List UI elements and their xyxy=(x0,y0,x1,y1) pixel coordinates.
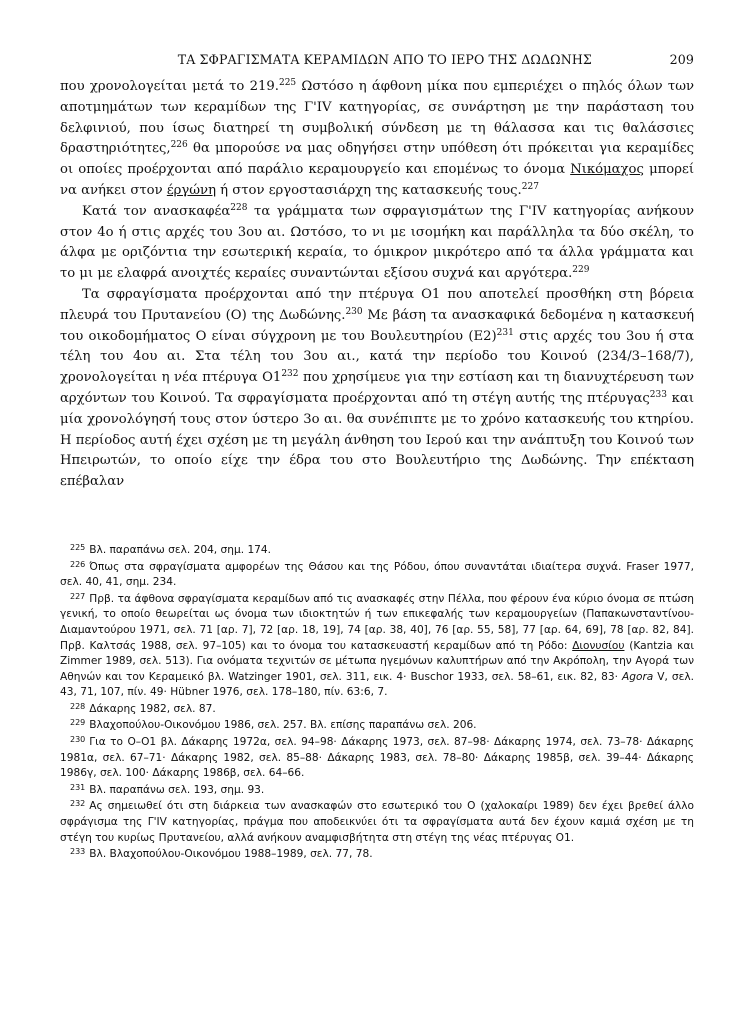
footnote-number: 226 xyxy=(70,559,86,569)
text-run: τα γράμματα των σφραγισμάτων της Γ'IV κατηγορίας ανήκουν στον 4ο ή στις αρχές του 3ου αι. Ωστόσο, το νι με ισομήκη και παράλληλα τα δύο σκέλη, το άλφα με οριζόντια την εσωτερική κεραία, το όμικρον μικρότερο από τα άλλα γράμματα και το μι με ελαφρά ανοιχτές κεραίες συναντώνται εξίσου συχνά και αργότερα. xyxy=(60,203,694,282)
footnote-text: Όπως στα σφραγίσματα αμφορέων της Θάσου και της Ρόδου, όπου συναντάται ιδιαίτερα συχνά. Fraser 1977, σελ. 40, 41, σημ. 234. xyxy=(60,560,694,589)
footnote-226 xyxy=(60,560,694,591)
text-run: που χρησίμευε για την εστίαση και τη διανυχτέρευση των αρχόντων του Κοινού. Τα σφραγίσματα προέρχονται από τη στέγη αυτής της πτέρυγας xyxy=(60,370,695,406)
text-run: που χρονολογείται μετά το 219. xyxy=(60,79,279,94)
footnote-number: 231 xyxy=(70,782,86,792)
text-run: και μία χρονολόγησή τους στον ύστερο 3ο αι. θα συνέπιπτε με το χρόνο κατασκευής του κτηρίου. Η περίοδος αυτή έχει σχέση με τη μεγάλη άνθηση του Ιερού και την ανάπτυξη του Κοινού των Ηπειρωτών, το οποίο είχε την έδρα του στο Βουλευτήριο της Δωδώνης. Την επέκταση επέβαλαν xyxy=(60,390,695,490)
footnote-text: Για το Ο–Ο1 βλ. Δάκαρης 1972α, σελ. 94–98· Δάκαρης 1973, σελ. 87–98· Δάκαρης 1974, σελ. 73–78· Δάκαρης 1981α, σελ. 67–71· Δάκαρης 1982, σελ. 85–88· Δάκαρης 1983, σελ. 78–80· Δάκαρης 1985β, σελ. 39–44· Δάκαρης 1986γ, σελ. 100· Δάκαρης 1986β, σελ. 64–66. xyxy=(60,736,694,780)
footnote-number: 227 xyxy=(70,591,86,601)
footnote-ref[interactable]: 225 xyxy=(278,78,297,88)
footnote-232 xyxy=(60,799,694,846)
footnote-ref[interactable]: 231 xyxy=(496,327,514,338)
footnote-text: Ας σημειωθεί ότι στη διάρκεια των ανασκαφών στο εσωτερικό του Ο (χαλοκαίρι 1989) δεν έχει βρεθεί άλλο σφράγισμα της Γ'IV κατηγορίας, πράγμα που αποδεικνύει ότι τα σφραγίσματα αυτά δεν έχουν καμιά σχέση με τη στέγη του κυρίως Πρυτανείου, αλλά ανήκουν αναμφισβήτητα στη στέγη της νέας πτέρυγας Ο1. xyxy=(60,800,694,844)
text-run: Ωστόσο η άφθονη μίκα που εμπεριέχει ο πηλός όλων των αποτμημάτων των κεραμίδων της Γ'IV κατηγορίας, σε συνάρτηση με την παράσταση του δελφινιού, που ίσως διατηρεί τη συμβολική σύνδεση με τη θάλασσα και τις θαλάσσιες δραστηριότητες, xyxy=(60,79,694,157)
footnote-number: 225 xyxy=(70,542,86,552)
paragraph-2 xyxy=(60,202,694,285)
paragraph-1 xyxy=(60,77,694,202)
footnote-number: 233 xyxy=(70,847,86,857)
footnote-text: Βλαχοπούλου-Οικονόμου 1986, σελ. 257. Βλ. επίσης παραπάνω σελ. 206. xyxy=(89,719,477,732)
running-header xyxy=(60,52,694,67)
page xyxy=(60,52,694,864)
main-text xyxy=(60,77,694,493)
footnote-number: 232 xyxy=(70,799,86,809)
footnote-ref[interactable]: 227 xyxy=(521,181,539,192)
text-run: Κατά τον ανασκαφέα xyxy=(82,203,231,219)
footnote-number: 228 xyxy=(70,701,86,711)
footnote-225 xyxy=(60,543,694,559)
footnote-228 xyxy=(60,702,694,718)
spacer xyxy=(60,493,694,543)
paragraph-3 xyxy=(60,285,694,493)
footnote-ref[interactable]: 230 xyxy=(345,306,363,317)
text-run: μπορεί να ανήκει στον xyxy=(60,162,694,198)
text-run: Τα σφραγίσματα προέρχονται από την πτέρυγα Ο1 που αποτελεί προσθήκη στη βόρεια πλευρά του Πρυτανείου (Ο) της Δωδώνης. xyxy=(60,286,694,323)
footnote-text: Βλ. παραπάνω σελ. 193, σημ. 93. xyxy=(89,783,265,796)
footnote-text: V, σελ. 43, 71, 107, πίν. 49· Hübner 1976, σελ. 178–180, πίν. 63:6, 7. xyxy=(60,670,694,699)
text-run: ή στον εργοστασιάρχη της κατασκευής τους. xyxy=(215,182,522,198)
footnote-ref[interactable]: 229 xyxy=(572,265,590,276)
footnote-ref[interactable]: 233 xyxy=(649,389,667,400)
underlined-name: Διονυσίου xyxy=(572,639,625,652)
text-run: στις αρχές του 3ου ή στα τέλη του 4ου αι. Στα τέλη του 3ου αι., κατά την περίοδο του Κοινού (234/3–168/7), χρονολογείται η νέα πτέρυγα Ο1 xyxy=(60,328,695,386)
footnote-number: 229 xyxy=(70,718,86,728)
footnote-number: 230 xyxy=(70,735,86,745)
footnote-ref[interactable]: 226 xyxy=(170,140,188,151)
italic-title: Agora xyxy=(622,670,654,683)
text-run: θα μπορούσε να μας οδηγήσει στην υπόθεση ότι πρόκειται για κεραμίδες οι οποίες προέρχονται από παράλιο κεραμουργείο και επομένως το όνομα xyxy=(60,141,694,178)
footnote-ref[interactable]: 228 xyxy=(230,202,248,213)
footnote-text: (Kantzia και Zimmer 1989, σελ. 513). Για ονόματα τεχνιτών σε μέτωπα ηγεμόνων καλυπτήρων από την Ακρόπολη, την Αγορά των Αθηνών και τον Κεραμεικό βλ. Watzinger 1901, σελ. 311, εικ. 4· Buschor 1933, σελ. 58–61, εικ. 82, 83· xyxy=(60,639,694,683)
footnotes xyxy=(60,543,694,863)
running-title: ΤΑ ΣΦΡΑΓΙΣΜΑΤΑ ΚΕΡΑΜΙΔΩΝ ΑΠΟ ΤΟ ΙΕΡΟ ΤΗΣ ΔΩΔΩΝΗΣ xyxy=(177,52,592,67)
footnote-230 xyxy=(60,735,694,782)
footnote-text: Πρβ. τα άφθονα σφραγίσματα κεραμίδων από τις ανασκαφές στην Πέλλα, που φέρουν ένα κύριο όνομα σε πτώση γενική, το οποίο θεωρείται ως όνομα των ιδιοκτητών ή των επικεφαλής των κεραμουργείων (Παπακωνσταντίνου-Διαμαντούρου 1971, σελ. 71 [αρ. 7], 72 [αρ. 18, 19], 74 [αρ. 38, 40], 76 [αρ. 55, 58], 77 [αρ. 64, 69], 78 [αρ. 82, 84]. Πρβ. Καλτσάς 1988, σελ. 97–105) και το όνομα του κατασκευαστή κεραμίδων από τη Ρόδο: xyxy=(60,592,694,652)
footnote-227 xyxy=(60,592,694,701)
underlined-name: Νικόμαχος xyxy=(570,162,644,178)
text-run: Με βάση τα ανασκαφικά δεδομένα η κατασκευή του οικοδομήματος Ο είναι σύγχρονη με του Βουλευτηρίου (Ε2) xyxy=(60,307,695,344)
footnote-233 xyxy=(60,847,694,863)
page-number: 209 xyxy=(669,52,694,67)
footnote-229 xyxy=(60,718,694,734)
footnote-ref[interactable]: 232 xyxy=(281,369,299,380)
footnote-text: Δάκαρης 1982, σελ. 87. xyxy=(89,702,216,715)
footnote-text: Βλ. παραπάνω σελ. 204, σημ. 174. xyxy=(89,543,272,556)
footnote-231 xyxy=(60,783,694,799)
footnote-text: Βλ. Βλαχοπούλου-Οικονόμου 1988–1989, σελ. 77, 78. xyxy=(89,848,373,861)
underlined-term: έργώνη xyxy=(166,182,216,198)
